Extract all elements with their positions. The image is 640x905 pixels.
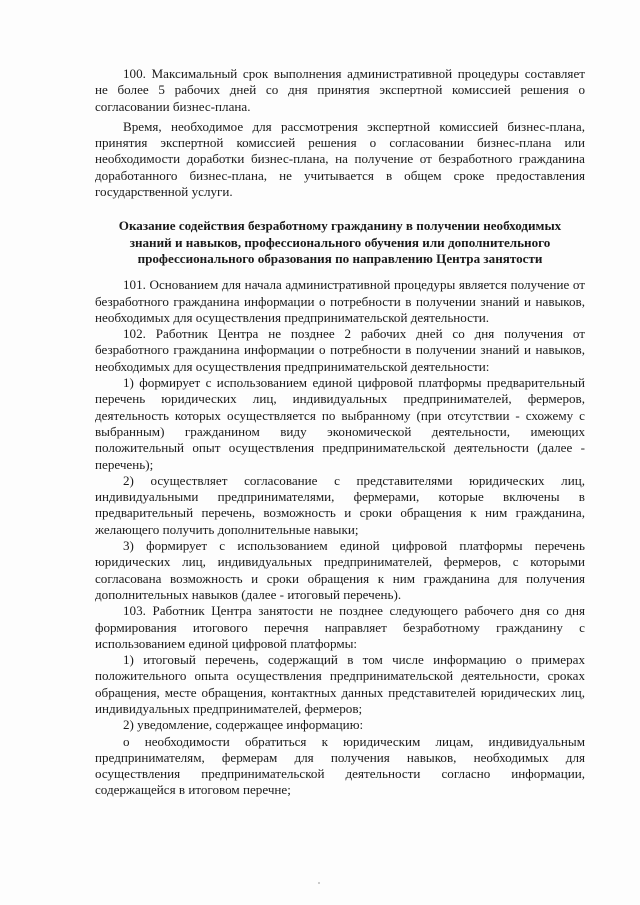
document-body bbox=[95, 66, 585, 799]
paragraph-102-item-3: 3) формирует с использованием единой цифровой платформы перечень юридических лиц, индивидуальных предпринимателей, фермеров, с которыми согласована возможность и сроки обращения к ним гражданина для получения дополнительных навыков (далее - итоговый перечень). bbox=[95, 538, 585, 602]
section-heading: Оказание содействия безработному гражданину в получении необходимых знаний и навыков, профессионального обучения или дополнительного профессионального образования по направлению Центра занятости bbox=[118, 218, 562, 266]
paragraph-101: 101. Основанием для начала административной процедуры является получение от безработного гражданина информации о потребности в получении знаний и навыков, необходимых для осуществления предпринимательской деятельности. bbox=[95, 277, 585, 325]
paragraph-102: 102. Работник Центра не позднее 2 рабочих дней со дня получения от безработного гражданина информации о потребности в получении знаний и навыков, необходимых для осуществления предпринимательской деятельности: bbox=[95, 326, 585, 374]
paragraph-102-item-2: 2) осуществляет согласование с представителями юридических лиц, индивидуальными предпринимателями, фермерами, которые включены в предварительный перечень, возможность и сроки обращения к ним гражданина, желающего получить дополнительные навыки; bbox=[95, 472, 585, 537]
scan-speck bbox=[318, 882, 320, 884]
paragraph-102-item-1: 1) формирует с использованием единой цифровой платформы предварительный перечень юридических лиц, индивидуальных предпринимателей, фермеров, деятельность которых осуществляется по выбранному (при отсутствии - схожему с выбранным) гражданином виду экономической деятельности, имеющих положительный опыт осуществления предпринимательской деятельности (далее - перечень); bbox=[95, 375, 585, 472]
paragraph-103: 103. Работник Центра занятости не позднее следующего рабочего дня со дня формирования итогового перечня направляет безработному гражданину с использованием единой цифровой платформы: bbox=[95, 603, 585, 651]
paragraph-103-item-2: 2) уведомление, содержащее информацию: bbox=[123, 717, 364, 733]
paragraph-103-item-1: 1) итоговый перечень, содержащий в том числе информацию о примерах положительного опыта осуществления предпринимательской деятельности, сроках обращения, месте обращения, контактных данных представителей юридических лиц, индивидуальных предпринимателей, фермеров; bbox=[95, 652, 585, 716]
paragraph-time-note: Время, необходимое для рассмотрения экспертной комиссией бизнес-плана, принятия экспертной комиссией решения о согласовании бизнес-плана или необходимости доработки бизнес-плана, на получение от безработного гражданина доработанного бизнес-плана, не учитывается в общем сроке предоставления государственной услуги. bbox=[95, 118, 585, 200]
paragraph-100: 100. Максимальный срок выполнения административной процедуры составляет не более 5 рабочих дней со дня принятия экспертной комиссией решения о согласовании бизнес-плана. bbox=[95, 66, 585, 114]
paragraph-103-notice: о необходимости обратиться к юридическим лицам, индивидуальным предпринимателям, фермерам для получения навыков, необходимых для осуществления предпринимательской деятельности согласно информации, содержащейся в итоговом перечне; bbox=[95, 733, 585, 798]
